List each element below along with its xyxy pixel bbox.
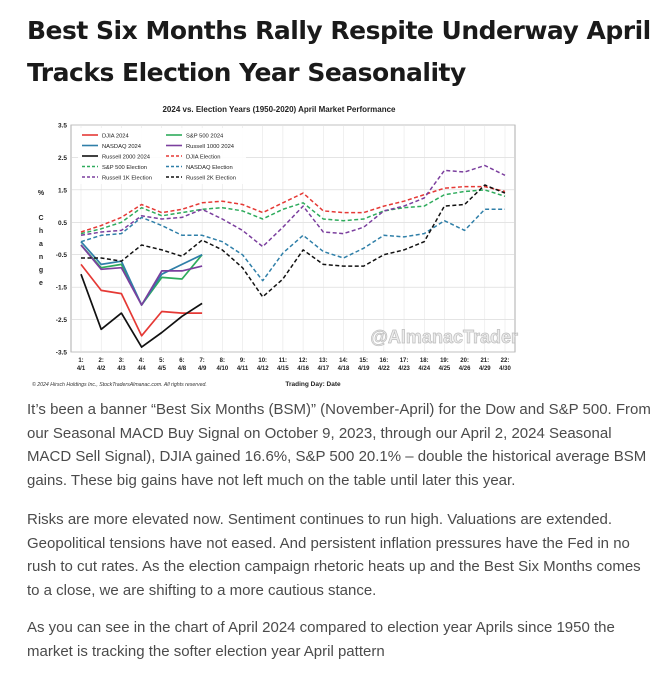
x-tick-date: 4/12: [256, 366, 269, 372]
x-tick-date: 4/2: [97, 366, 106, 372]
legend-entry-label: DJIA 2024: [102, 133, 129, 140]
y-tick-label: -3.5: [55, 349, 67, 357]
chart-copyright: © 2024 Hirsch Holdings Inc., StockTradersAlmanac.com. All rights reserved.: [32, 382, 207, 388]
chart-svg: [28, 99, 530, 391]
x-tick-date: 4/30: [499, 366, 511, 372]
x-tick-day: 11:: [278, 358, 288, 364]
x-tick-day: 4:: [138, 358, 145, 364]
x-tick-day: 16:: [379, 358, 389, 364]
x-tick-day: 6:: [179, 358, 185, 364]
article-headline: Best Six Months Rally Respite Underway April Tracks Election Year Seasonality: [27, 16, 651, 87]
y-axis-label-char: g: [38, 267, 44, 274]
legend-entry-label: NASDAQ Election: [186, 164, 233, 171]
x-tick-day: 14:: [339, 358, 348, 364]
x-tick-day: 18:: [419, 358, 429, 364]
x-tick-date: 4/22: [378, 366, 390, 372]
x-tick-date: 4/15: [277, 366, 289, 372]
x-tick-day: 17:: [399, 358, 409, 364]
y-axis-label-char: n: [38, 254, 44, 261]
x-tick-day: 1:: [78, 358, 84, 364]
paragraph-best-six-months: It’s been a banner “Best Six Months (BSM)” (November-April) for the Dow and S&P 500. From our Seasonal MACD Buy Signal on October 9, 2023, through our April 2, 2024 Seasonal MACD Sell Signal), DJIA gained 16.6%, S&P 500 20.1% – double the historical average BSM gains. These big gains have not left much on the table until later this year.: [27, 401, 651, 489]
y-tick-label: 1.5: [57, 187, 67, 195]
x-tick-day: 2:: [98, 358, 104, 364]
x-tick-day: 9:: [239, 358, 246, 364]
x-tick-day: 13:: [318, 358, 328, 364]
x-tick-day: 19:: [440, 358, 449, 364]
paragraph-risks: Risks are more elevated now. Sentiment continues to run high. Valuations are extended. Geopolitical tensions have not eased. And persistent inflation pressures have the Fed in no rush to cut rates. As the election campaign rhetoric heats up and the Best Six Months comes to a close, we are shifting to a more cautious stance.: [27, 511, 641, 599]
x-tick-date: 4/9: [197, 366, 207, 372]
x-tick-date: 4/1: [76, 366, 86, 372]
x-tick-date: 4/18: [337, 366, 350, 372]
x-tick-date: 4/17: [317, 366, 330, 372]
x-tick-date: 4/24: [418, 366, 431, 372]
x-tick-date: 4/19: [357, 366, 370, 372]
x-tick-day: 20:: [460, 358, 469, 364]
x-tick-date: 4/4: [137, 366, 146, 372]
x-tick-date: 4/25: [438, 366, 451, 372]
election-year-chart: [28, 99, 530, 391]
x-tick-date: 4/5: [157, 366, 166, 372]
legend-entry-label: Russell 2000 2024: [102, 154, 151, 161]
y-tick-label: -1.5: [55, 284, 67, 292]
y-axis-label-char: e: [39, 280, 43, 287]
x-tick-day: 8:: [219, 358, 226, 364]
y-tick-label: 2.5: [57, 154, 67, 162]
chart-title: 2024 vs. Election Years (1950-2020) April Market Performance: [162, 105, 396, 114]
x-axis-label: Trading Day: Date: [285, 381, 341, 388]
paragraph-election-pattern: As you can see in the chart of April 2024 compared to election year Aprils since 1950 the market is tracking the softer election year April pattern: [27, 619, 615, 660]
x-tick-date: 4/10: [216, 366, 229, 372]
x-tick-date: 4/8: [177, 366, 187, 372]
y-axis-label-char: a: [39, 241, 43, 248]
y-axis-label-char: %: [37, 190, 45, 197]
legend-entry-label: DJIA Election: [186, 154, 221, 161]
legend-entry-label: Russell 1K Election: [102, 175, 152, 182]
x-tick-day: 22:: [500, 358, 510, 364]
x-tick-day: 5:: [159, 358, 165, 364]
x-tick-day: 12:: [298, 358, 308, 364]
legend-entry-label: Russell 2K Election: [186, 175, 236, 182]
x-tick-day: 3:: [118, 358, 125, 364]
x-tick-date: 4/11: [236, 366, 249, 372]
x-tick-day: 10:: [258, 358, 268, 364]
x-tick-date: 4/26: [458, 366, 471, 372]
y-tick-label: 3.5: [57, 122, 67, 130]
x-tick-day: 21:: [480, 358, 490, 364]
legend-entry-label: S&P 500 Election: [102, 164, 148, 171]
x-tick-day: 7:: [199, 358, 205, 364]
chart-watermark: @AlmanacTrader: [370, 327, 518, 347]
y-tick-label: -2.5: [55, 317, 67, 325]
x-tick-day: 15:: [359, 358, 369, 364]
y-tick-label: 0.5: [57, 219, 67, 227]
y-axis-label-char: h: [38, 228, 44, 235]
x-tick-date: 4/3: [117, 366, 126, 372]
x-tick-date: 4/29: [478, 366, 491, 372]
legend-entry-label: S&P 500 2024: [186, 133, 224, 140]
y-axis-label-char: C: [38, 215, 44, 222]
x-tick-date: 4/23: [398, 366, 410, 372]
legend-entry-label: NASDAQ 2024: [102, 143, 141, 150]
y-tick-label: -0.5: [55, 252, 67, 260]
legend-entry-label: Russell 1000 2024: [186, 143, 235, 150]
x-tick-date: 4/16: [297, 366, 309, 372]
